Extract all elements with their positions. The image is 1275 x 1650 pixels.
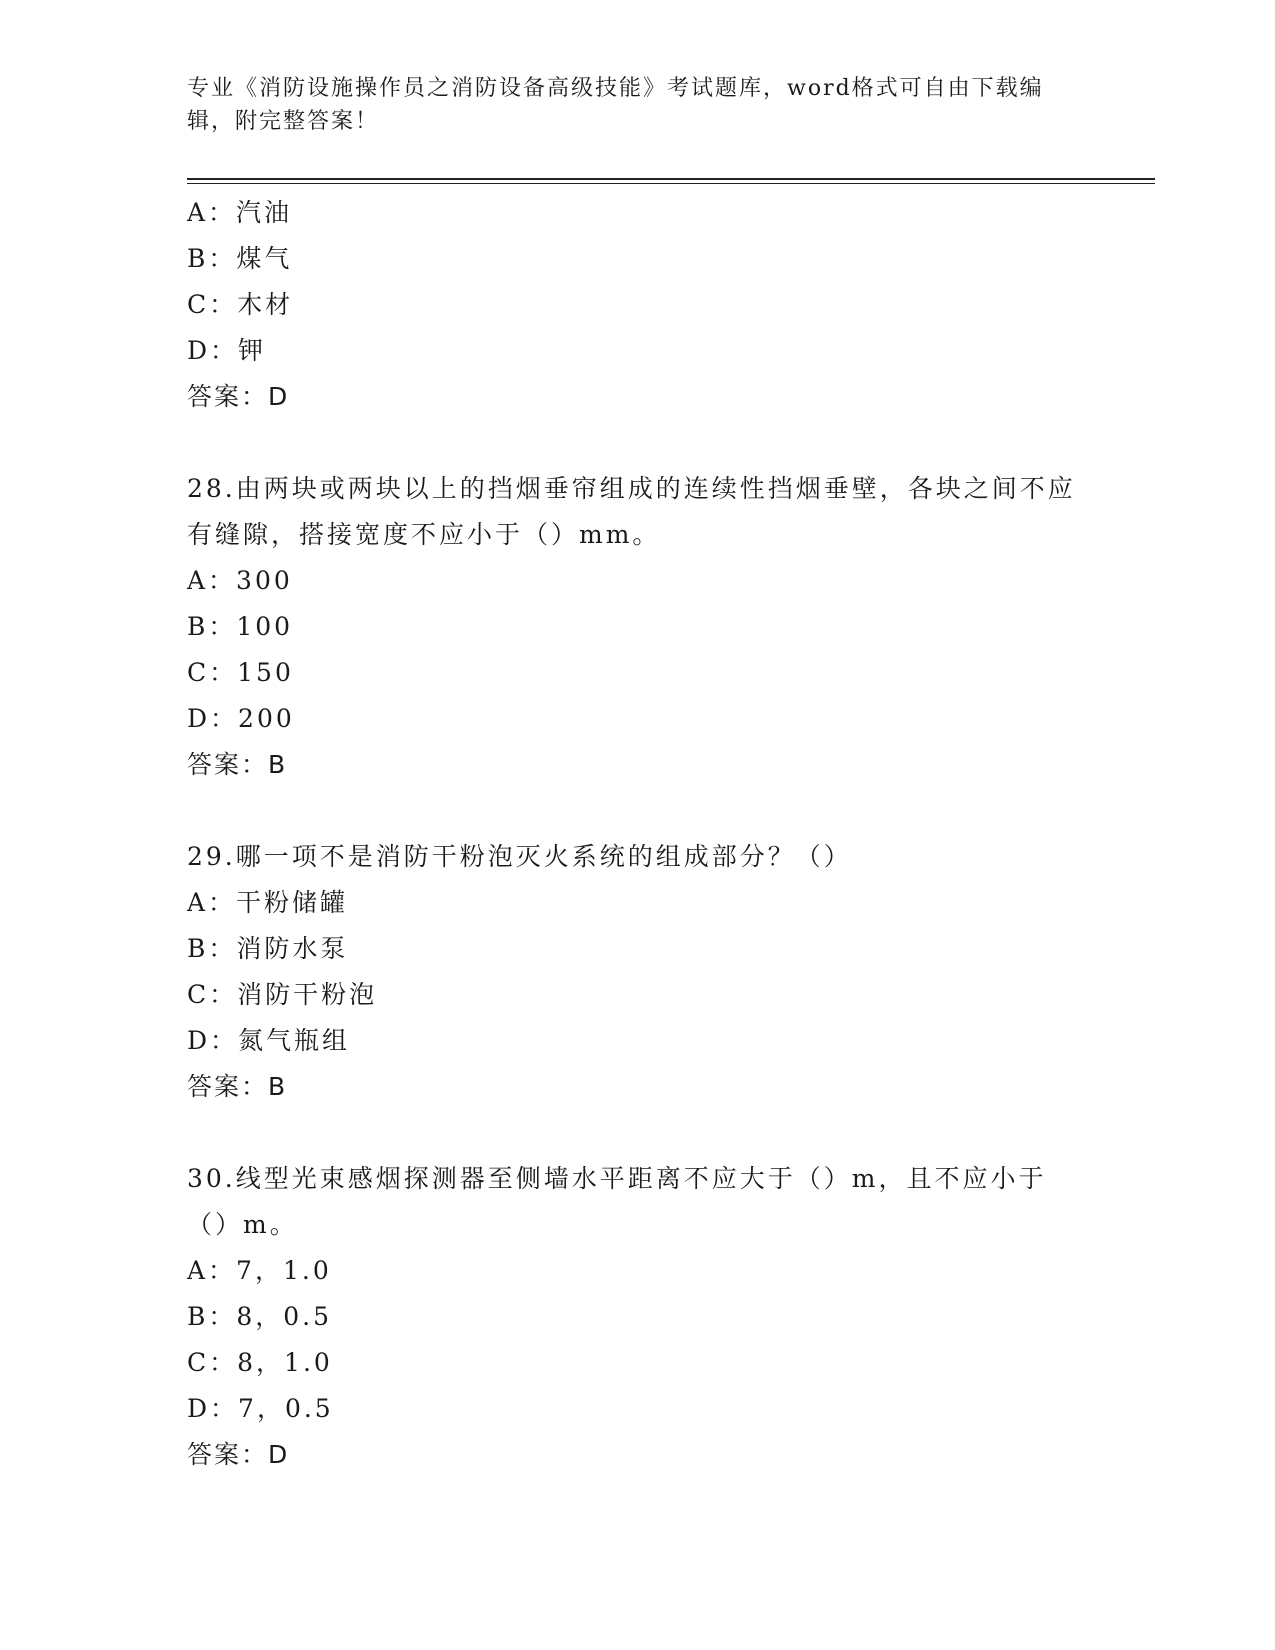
option-a: A：300 bbox=[187, 566, 293, 595]
option-d: D：200 bbox=[187, 704, 295, 733]
question-text: 29.哪一项不是消防干粉泡灭火系统的组成部分？（） bbox=[187, 842, 852, 871]
option-c: C：8，1.0 bbox=[187, 1348, 333, 1377]
option-b: B：100 bbox=[187, 612, 294, 641]
option-d: D：氮气瓶组 bbox=[187, 1026, 351, 1055]
question-27-block bbox=[187, 190, 1087, 420]
question-list bbox=[187, 190, 1087, 1478]
question-30-block bbox=[187, 1156, 1087, 1478]
page-header: 专业《消防设施操作员之消防设备高级技能》考试题库，word格式可自由下载编辑，附完整答案！ bbox=[187, 76, 1044, 134]
header-divider-thick bbox=[187, 178, 1155, 180]
option-a: A：7，1.0 bbox=[187, 1256, 332, 1285]
spacer bbox=[187, 420, 1087, 466]
option-a: A：汽油 bbox=[187, 198, 293, 227]
question-text: 28.由两块或两块以上的挡烟垂帘组成的连续性挡烟垂壁，各块之间不应有缝隙，搭接宽度不应小于（）mm。 bbox=[187, 474, 1076, 549]
option-b: B：消防水泵 bbox=[187, 934, 349, 963]
answer-line: 答案：B bbox=[187, 1072, 288, 1101]
header-divider-thin bbox=[187, 183, 1155, 184]
spacer bbox=[187, 788, 1087, 834]
question-29-block bbox=[187, 834, 1087, 1110]
question-text: 30.线型光束感烟探测器至侧墙水平距离不应大于（）m，且不应小于（）m。 bbox=[187, 1164, 1047, 1239]
option-b: B：煤气 bbox=[187, 244, 293, 273]
spacer bbox=[187, 1110, 1087, 1156]
option-c: C：木材 bbox=[187, 290, 294, 319]
answer-line: 答案：B bbox=[187, 750, 288, 779]
option-d: D：钾 bbox=[187, 336, 267, 365]
option-c: C：150 bbox=[187, 658, 294, 687]
option-c: C：消防干粉泡 bbox=[187, 980, 378, 1009]
option-d: D：7，0.5 bbox=[187, 1394, 334, 1423]
option-a: A：干粉储罐 bbox=[187, 888, 349, 917]
question-28-block bbox=[187, 466, 1087, 788]
answer-line: 答案：D bbox=[187, 382, 290, 411]
option-b: B：8，0.5 bbox=[187, 1302, 333, 1331]
answer-line: 答案：D bbox=[187, 1440, 290, 1469]
